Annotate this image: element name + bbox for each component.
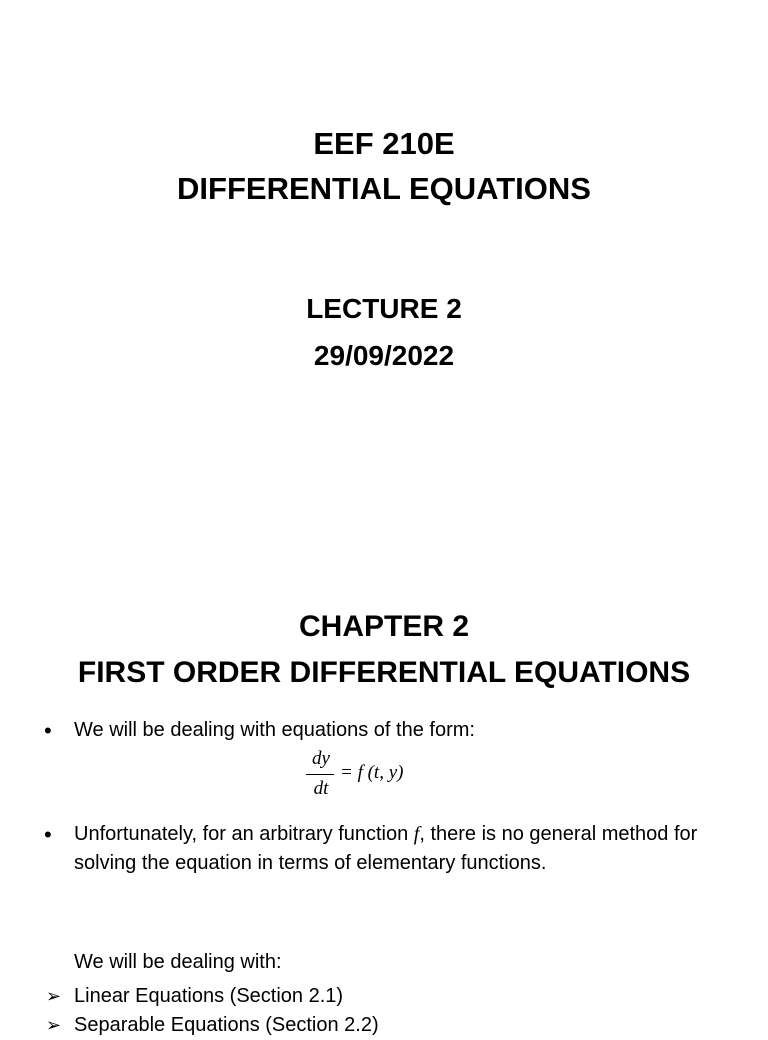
list-item: Linear Equations (Section 2.1) — [74, 985, 344, 1007]
equation-numerator: dy — [312, 748, 330, 769]
fraction-bar — [306, 774, 334, 775]
lecture-number: LECTURE 2 — [306, 293, 462, 324]
chapter-number: CHAPTER 2 — [298, 610, 470, 643]
list-intro: We will be dealing with: — [74, 951, 282, 973]
bullet-marker: • — [44, 822, 52, 847]
course-code: EEF 210E — [313, 126, 455, 161]
equation — [300, 746, 440, 802]
equation-rhs: = f (t, y) — [340, 762, 404, 783]
equation-denominator: dt — [313, 778, 329, 799]
bullet-text-part: Unfortunately, for an arbitrary function — [74, 823, 414, 845]
chapter-title: FIRST ORDER DIFFERENTIAL EQUATIONS — [77, 656, 691, 689]
bullet-text-part: , there is no general method for solving the equation in terms of elementary functions. — [74, 823, 698, 874]
bullet-marker: • — [44, 718, 52, 743]
lecture-date: 29/09/2022 — [313, 340, 455, 371]
course-title: DIFFERENTIAL EQUATIONS — [177, 171, 591, 206]
bullet-text: We will be dealing with equations of the form: — [74, 719, 475, 741]
bullet-text — [74, 820, 714, 878]
list-item: Separable Equations (Section 2.2) — [74, 1014, 379, 1036]
math-variable: f — [413, 823, 420, 845]
arrow-bullet-icon: ➢ — [46, 986, 62, 1006]
arrow-bullet-icon: ➢ — [46, 1015, 62, 1035]
